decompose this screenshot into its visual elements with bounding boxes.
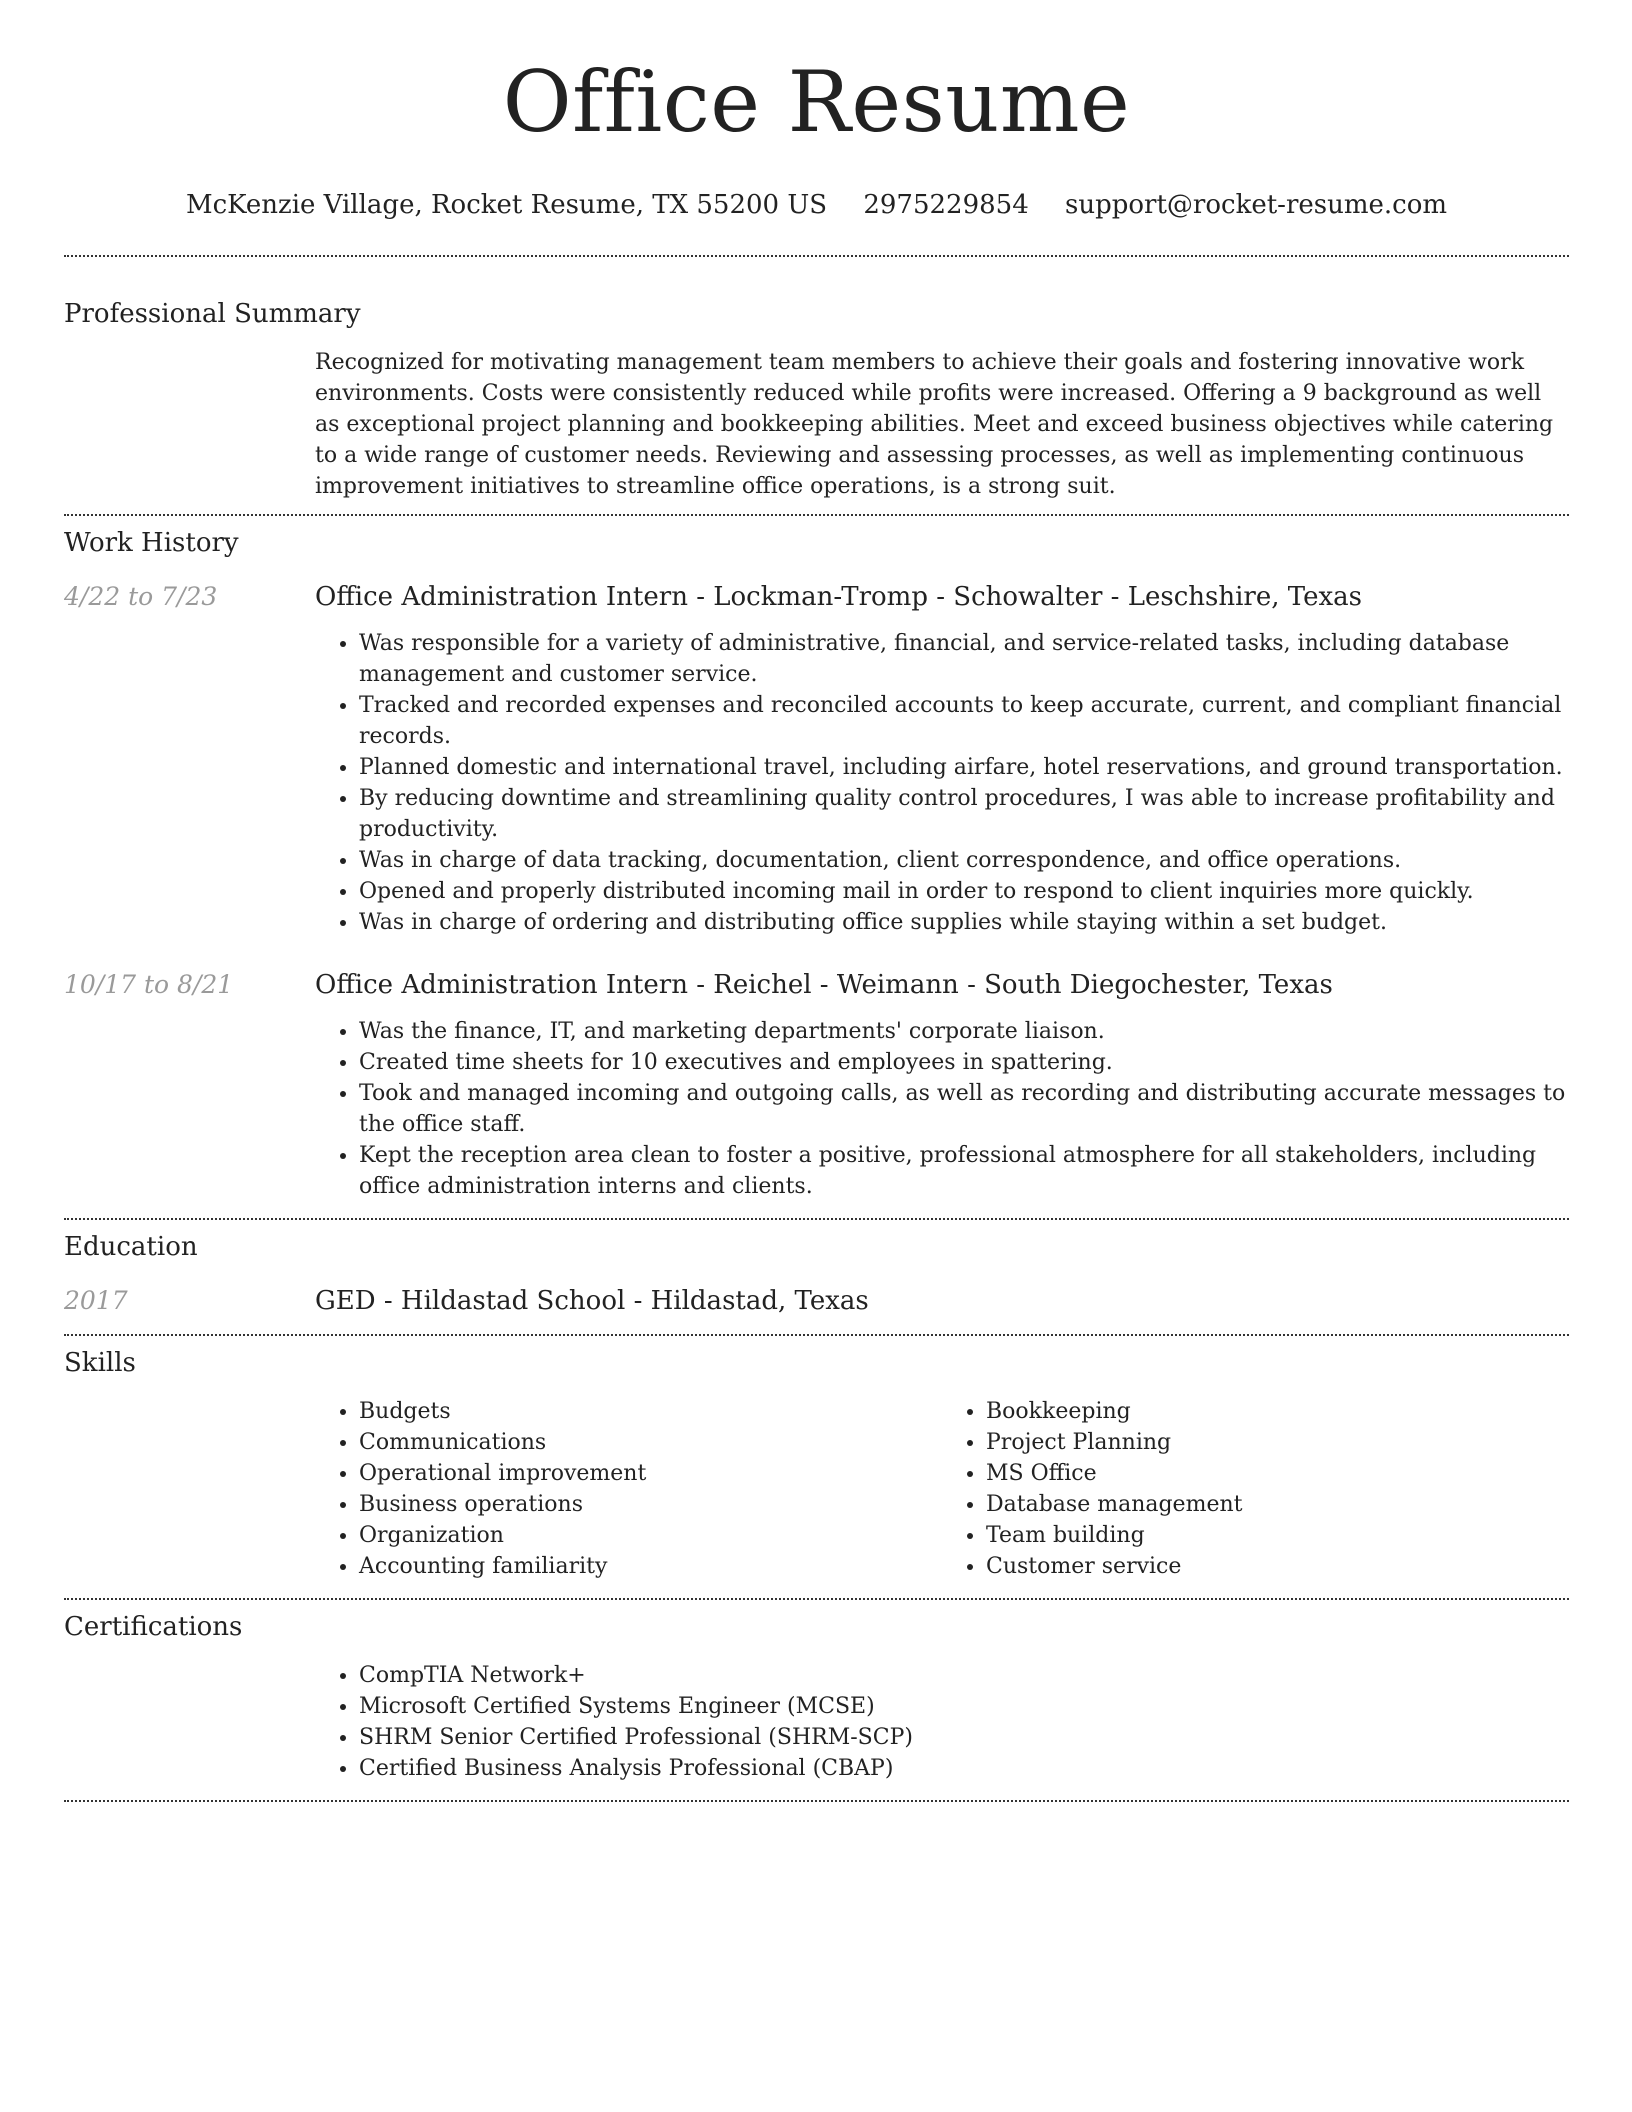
certifications-section: [64, 1610, 1569, 1784]
job-title: Office Administration Intern - Reichel - Weimann - South Diegochester, Texas: [315, 970, 1333, 1000]
skill-item: • Project Planning: [986, 1427, 1569, 1458]
job-bullet: • Was the finance, IT, and marketing departments' corporate liaison.: [359, 1016, 1569, 1047]
section-divider: [64, 255, 1569, 257]
education-entry: [64, 1284, 1569, 1318]
education-heading: Education: [64, 1232, 198, 1262]
skill-item: • Business operations: [359, 1489, 942, 1520]
work-history-section: [64, 526, 1569, 1202]
skill-item: • Organization: [359, 1520, 942, 1551]
job-entry: [64, 968, 1569, 1202]
certification-item: • SHRM Senior Certified Professional (SHRM-SCP): [359, 1722, 1569, 1753]
contact-phone: 2975229854: [863, 190, 1029, 220]
contact-line: [64, 185, 1569, 225]
section-divider: [64, 1598, 1569, 1600]
skills-columns: [315, 1396, 1569, 1582]
certification-item: • CompTIA Network+: [359, 1660, 1569, 1691]
summary-section: [64, 297, 1569, 502]
skill-item: • Team building: [986, 1520, 1569, 1551]
job-bullet: • Created time sheets for 10 executives and employees in spattering.: [359, 1047, 1569, 1078]
skill-item: • Communications: [359, 1427, 942, 1458]
job-bullet: • Took and managed incoming and outgoing calls, as well as recording and distributing accurate messages to the office staff.: [359, 1078, 1569, 1140]
resume-page: [64, 0, 1569, 1802]
certification-item: • Microsoft Certified Systems Engineer (MCSE): [359, 1691, 1569, 1722]
job-content: [315, 580, 1569, 938]
section-divider: [64, 1218, 1569, 1220]
job-bullet: • Was responsible for a variety of administrative, financial, and service-related tasks, including database management and customer service.: [359, 628, 1569, 690]
job-title: Office Administration Intern - Lockman-Tromp - Schowalter - Leschshire, Texas: [315, 582, 1362, 612]
skills-list-left: [315, 1396, 942, 1582]
job-bullet: • Opened and properly distributed incoming mail in order to respond to client inquiries more quickly.: [359, 876, 1569, 907]
skill-item: • Budgets: [359, 1396, 942, 1427]
job-entry: [64, 580, 1569, 938]
skill-item: • Operational improvement: [359, 1458, 942, 1489]
work-history-heading: Work History: [64, 528, 239, 558]
certifications-heading: Certifications: [64, 1612, 243, 1642]
education-year: 2017: [64, 1286, 128, 1315]
skill-item: • MS Office: [986, 1458, 1569, 1489]
skills-heading: Skills: [64, 1348, 136, 1378]
job-bullet: • Planned domestic and international travel, including airfare, hotel reservations, and ground transportation.: [359, 752, 1569, 783]
contact-email: support@rocket-resume.com: [1065, 190, 1448, 220]
certification-item: • Certified Business Analysis Professional (CBAP): [359, 1753, 1569, 1784]
section-divider: [64, 514, 1569, 516]
job-dates: 4/22 to 7/23: [64, 582, 218, 611]
education-section: [64, 1230, 1569, 1318]
job-bullet: • Was in charge of ordering and distributing office supplies while staying within a set budget.: [359, 907, 1569, 938]
job-bullet: • Was in charge of data tracking, documentation, client correspondence, and office operations.: [359, 845, 1569, 876]
skill-item: • Accounting familiarity: [359, 1551, 942, 1582]
summary-text: Recognized for motivating management team members to achieve their goals and fostering innovative work environments. Costs were consistently reduced while profits were increased. Offering a 9 background as well as exceptional project planning and bookkeeping abilities. Meet and exceed business objectives while catering to a wide range of customer needs. Reviewing and assessing processes, as well as implementing continuous improvement initiatives to streamline office operations, is a strong suit.: [315, 350, 1554, 499]
skill-item: • Database management: [986, 1489, 1569, 1520]
job-content: [315, 968, 1569, 1202]
job-bullet: • By reducing downtime and streamlining quality control procedures, I was able to increase profitability and productivity.: [359, 783, 1569, 845]
job-bullet: • Tracked and recorded expenses and reconciled accounts to keep accurate, current, and compliant financial records.: [359, 690, 1569, 752]
skill-item: • Bookkeeping: [986, 1396, 1569, 1427]
job-bullet: • Kept the reception area clean to foster a positive, professional atmosphere for all stakeholders, including office administration interns and clients.: [359, 1140, 1569, 1202]
education-title: GED - Hildastad School - Hildastad, Texas: [315, 1286, 869, 1316]
job-bullets: [315, 1016, 1569, 1202]
skills-section: [64, 1346, 1569, 1582]
page-title: Office Resume: [502, 53, 1131, 151]
contact-address: McKenzie Village, Rocket Resume, TX 55200 US: [185, 190, 828, 220]
summary-heading: Professional Summary: [64, 299, 361, 329]
section-divider: [64, 1800, 1569, 1802]
job-bullets: [315, 628, 1569, 938]
skills-list-right: [942, 1396, 1569, 1582]
job-dates: 10/17 to 8/21: [64, 970, 234, 999]
section-divider: [64, 1334, 1569, 1336]
skill-item: • Customer service: [986, 1551, 1569, 1582]
certifications-list: [315, 1660, 1569, 1784]
